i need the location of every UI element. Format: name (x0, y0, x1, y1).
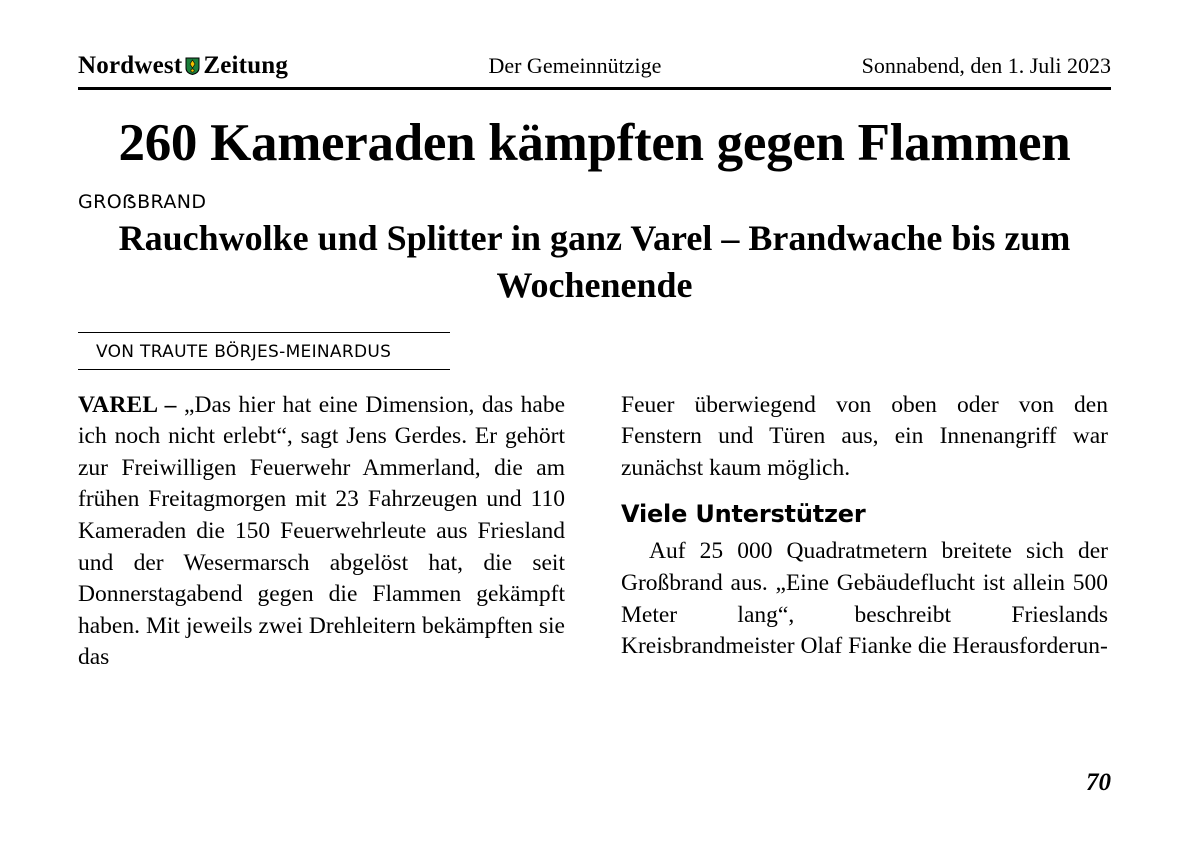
page-title: 260 Kameraden kämpften gegen Flammen (118, 114, 1071, 172)
paragraph-text: „Das hier hat eine Dimension, das habe ich noch nicht erlebt“, sagt Jens Gerdes. Er gehört zur Freiwilligen Feuerwehr Ammerland, die am frühen Freitagmorgen mit 23 Fahrzeugen und 110 Kameraden die 150 Feuerwehrleute aus Friesland und der Wesermarsch abgelöst hat, die seit Donnerstagabend gegen die Flammen gekämpft haben. Mit jeweils zwei Drehleitern bekämpften sie das (78, 391, 565, 671)
publication-name-part1: Nordwest (78, 52, 183, 79)
publication-name (78, 52, 288, 80)
masthead-date: Sonnabend, den 1. Juli 2023 (861, 53, 1111, 78)
paragraph: Auf 25 000 Quadratmetern breitete sich der Großbrand aus. „Eine Gebäudeflucht ist allein 500 Meter lang“, beschreibt Frieslands Kreisbrandmeister Olaf Fianke die Herausforderun- (621, 538, 1108, 660)
paragraph (78, 390, 565, 674)
masthead-divider (78, 87, 1111, 90)
byline-rule-bottom (78, 369, 450, 370)
byline-block (78, 332, 450, 370)
article-column-right (621, 390, 1108, 674)
page-number: 70 (1086, 769, 1111, 796)
article-column-left (78, 390, 565, 674)
masthead (78, 52, 1111, 80)
heraldic-shield-icon (185, 54, 200, 72)
article-columns (78, 390, 1111, 674)
article-kicker: GROẞBRAND (78, 190, 207, 213)
section-heading: Viele Unterstützer (621, 500, 866, 529)
dateline: VAREL – (78, 391, 177, 418)
article-subhead: Rauchwolke und Splitter in ganz Varel – Brandwache bis zum Wochenende (118, 217, 1071, 306)
publication-name-part2: Zeitung (203, 52, 289, 79)
article-byline: VON TRAUTE BÖRJES-MEINARDUS (96, 341, 392, 362)
paragraph: Feuer überwiegend von oben oder von den Fenstern und Türen aus, ein Innenangriff war zunächst kaum möglich. (621, 391, 1108, 481)
masthead-section: Der Gemeinnützige (488, 53, 662, 78)
